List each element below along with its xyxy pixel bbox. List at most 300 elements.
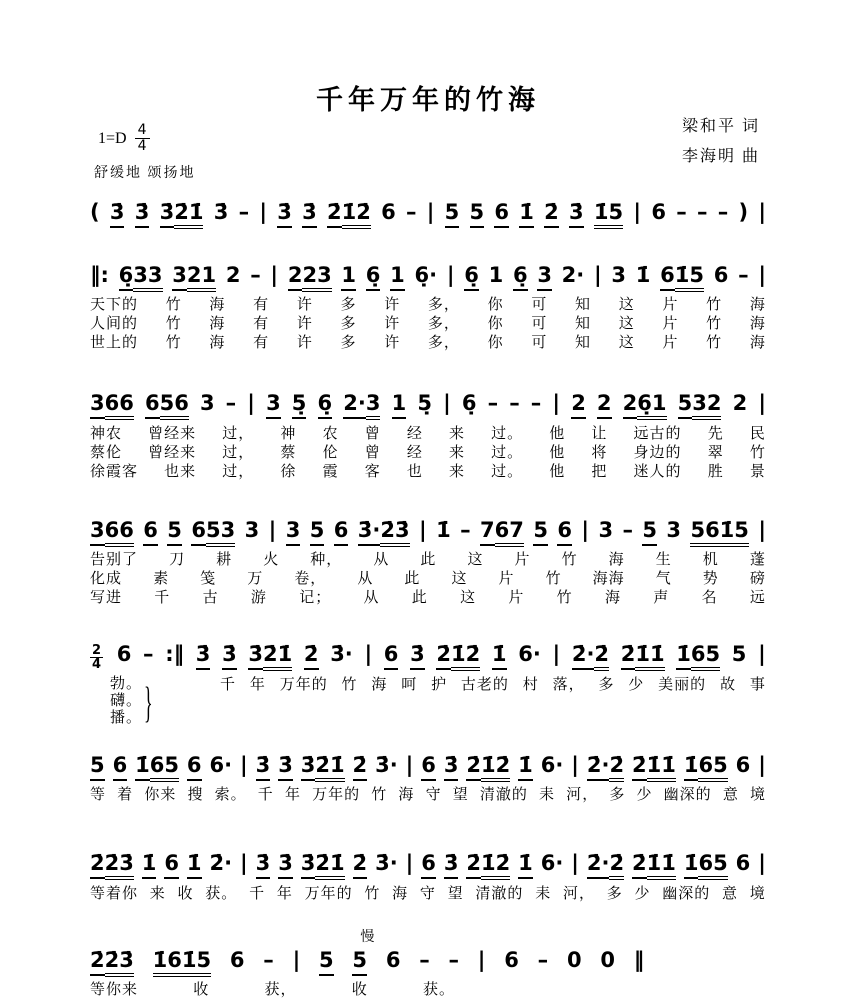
lyric-line bbox=[90, 589, 766, 608]
lyric-syllable: 有 bbox=[253, 297, 270, 314]
note-text: 6 bbox=[713, 262, 729, 287]
lyric-syllable: 把 bbox=[591, 463, 608, 480]
beamed-notes: 6 bbox=[145, 391, 160, 419]
lyric-syllable: 耕 bbox=[216, 552, 233, 569]
beamed-notes: 2̇ bbox=[304, 642, 319, 670]
note-text: | bbox=[552, 391, 561, 416]
lyric-syllable: 境 bbox=[749, 787, 766, 804]
note-group bbox=[489, 259, 504, 292]
note-group bbox=[597, 387, 612, 420]
note-group bbox=[470, 196, 485, 229]
key-signature bbox=[98, 123, 766, 154]
beamed-notes: 1̇ bbox=[518, 753, 533, 781]
beamed-notes: 5 bbox=[352, 948, 367, 976]
lyric-line bbox=[90, 981, 455, 1000]
time-signature-top: 4 bbox=[135, 123, 150, 139]
lyric-syllable: 海海 bbox=[592, 571, 625, 588]
lyric-syllable: 片 bbox=[508, 590, 525, 607]
beamed-notes: 5 bbox=[445, 200, 460, 228]
note-group bbox=[302, 196, 317, 229]
lyric-syllable: 海 bbox=[608, 552, 625, 569]
beamed-notes: 67 bbox=[495, 518, 524, 547]
beamed-notes: 1̇ bbox=[518, 851, 533, 879]
beamed-notes: 2 bbox=[571, 391, 586, 419]
lyric-syllable: 竹 bbox=[706, 297, 723, 314]
lyric-syllable: 神 bbox=[280, 425, 297, 442]
note-group bbox=[444, 847, 459, 880]
beamed-notes: 5 bbox=[642, 518, 657, 546]
lyric-syllable: 写进 bbox=[90, 590, 123, 607]
note-group bbox=[736, 749, 751, 782]
repeat-barline bbox=[165, 638, 184, 671]
beamed-notes: 2̇1̇ bbox=[174, 200, 203, 229]
barline bbox=[552, 638, 560, 671]
lyric-syllable: 农 bbox=[322, 425, 339, 442]
lyric-line bbox=[90, 444, 766, 463]
lyric-syllable: 卷， bbox=[294, 571, 327, 588]
beamed-notes: 3̇ bbox=[278, 851, 293, 879]
lyric-syllable: 少 bbox=[636, 787, 653, 804]
lyric-syllable: 迷人的 bbox=[633, 463, 682, 480]
lyric-syllable: 礴。 bbox=[110, 692, 143, 709]
notes-line bbox=[90, 259, 766, 292]
beamed-notes: 6 bbox=[113, 753, 128, 781]
music-system-6 bbox=[90, 749, 766, 806]
note-text: | bbox=[633, 200, 642, 224]
lyric-syllable: 故 bbox=[719, 676, 736, 693]
music-system-7 bbox=[90, 847, 766, 904]
lyricist: 梁和平 词 bbox=[681, 118, 760, 135]
lyric-syllable: 多 bbox=[598, 676, 615, 693]
barline bbox=[758, 638, 766, 671]
barline bbox=[247, 387, 255, 420]
note-group bbox=[436, 638, 480, 671]
note-text: | bbox=[477, 947, 486, 972]
lyric-syllable: 万年的 bbox=[304, 885, 353, 902]
note-group bbox=[417, 387, 432, 420]
note-group bbox=[623, 387, 667, 420]
lyric-syllable: 竹 bbox=[749, 444, 766, 461]
note-text: 6 bbox=[229, 947, 245, 972]
lyric-syllable: 曾 bbox=[364, 425, 381, 442]
beamed-notes: 65 bbox=[698, 851, 727, 880]
lyric-syllable: 幽深的 bbox=[663, 787, 712, 804]
beamed-notes: 6 bbox=[164, 851, 179, 879]
lyric-syllable: 搜 bbox=[187, 787, 204, 804]
lyric-syllable: 身边的 bbox=[633, 444, 682, 461]
beamed-notes: 3̇ bbox=[222, 642, 237, 670]
lyric-line bbox=[90, 315, 766, 334]
lyric-syllable: 笺 bbox=[200, 571, 217, 588]
note-group bbox=[226, 387, 237, 420]
beamed-notes: 2· bbox=[343, 391, 366, 419]
beamed-notes: 2̇· bbox=[587, 753, 610, 781]
note-group bbox=[248, 638, 292, 671]
beamed-notes: 1̇5 bbox=[675, 263, 704, 292]
note-group bbox=[113, 749, 128, 782]
beamed-notes: 1̇ bbox=[187, 851, 202, 879]
note-group bbox=[541, 847, 564, 880]
note-group bbox=[392, 387, 407, 420]
notes-line bbox=[90, 387, 766, 420]
lyric-syllable: 曾经来 bbox=[148, 425, 197, 442]
beamed-notes: 3 bbox=[537, 263, 552, 291]
lyric-syllable: 有 bbox=[253, 316, 270, 333]
lyric-syllable: 索。 bbox=[214, 787, 247, 804]
note-text: 6· bbox=[518, 642, 541, 667]
note-group bbox=[460, 514, 471, 547]
note-text: – bbox=[530, 391, 542, 416]
lyric-syllable: 万年的 bbox=[279, 676, 328, 693]
lyric-syllable: 海 bbox=[392, 885, 409, 902]
note-group bbox=[278, 749, 293, 782]
beamed-notes: 65 bbox=[698, 753, 727, 782]
barline bbox=[364, 638, 372, 671]
lyric-syllable: 耒 bbox=[539, 787, 556, 804]
note-text: 6· bbox=[540, 851, 564, 876]
lyric-syllable: 河， bbox=[562, 885, 595, 902]
beamed-notes: 1̇61̇5 bbox=[153, 948, 211, 977]
lyrics-block bbox=[90, 885, 766, 904]
beamed-notes: 2̇ bbox=[436, 642, 451, 670]
lyrics-main bbox=[220, 676, 766, 727]
note-group bbox=[263, 944, 274, 977]
lyric-syllable: 等你来 bbox=[90, 982, 139, 999]
lyric-syllable: 生 bbox=[655, 552, 672, 569]
beamed-notes: 5 bbox=[167, 518, 182, 546]
note-text: 2̇· bbox=[209, 851, 233, 876]
note-text: | bbox=[240, 851, 248, 876]
lyric-syllable: 过， bbox=[222, 463, 255, 480]
note-group bbox=[90, 847, 134, 880]
credits bbox=[682, 112, 760, 172]
note-text: 6· bbox=[209, 752, 233, 777]
lyric-syllable: 许 bbox=[296, 316, 313, 333]
beamed-notes: 3̇ bbox=[277, 200, 292, 228]
lyric-syllable: 神农 bbox=[90, 425, 123, 442]
beamed-notes: 1̇1̇ bbox=[635, 642, 664, 671]
barline bbox=[633, 196, 641, 229]
note-group bbox=[567, 944, 582, 977]
lyric-syllable: 经 bbox=[406, 444, 423, 461]
lyric-syllable: 人间的 bbox=[90, 316, 139, 333]
lyric-syllable: 竹 bbox=[165, 297, 182, 314]
beamed-notes: 3̇ bbox=[410, 642, 425, 670]
beamed-notes: 5 bbox=[533, 518, 548, 546]
lyric-syllable: 告别了 bbox=[90, 552, 139, 569]
note-group bbox=[572, 638, 609, 671]
beamed-notes: 1̇2̇ bbox=[481, 753, 510, 782]
lyrics-block bbox=[90, 676, 766, 727]
note-group bbox=[266, 387, 281, 420]
note-text: 3 bbox=[611, 262, 627, 287]
note-text: | bbox=[240, 752, 248, 777]
lyric-syllable: 守 bbox=[419, 885, 436, 902]
note-text: | bbox=[758, 517, 766, 542]
note-group bbox=[462, 387, 477, 420]
beamed-notes: 2̇ bbox=[327, 200, 342, 228]
note-group bbox=[353, 749, 368, 782]
lyric-syllable: 蓬 bbox=[749, 552, 766, 569]
lyric-syllable: 着 bbox=[117, 787, 134, 804]
lyric-syllable: 他 bbox=[549, 425, 566, 442]
barline bbox=[758, 514, 766, 547]
beamed-notes: 2̇ bbox=[353, 851, 368, 879]
lyric-syllable: 望 bbox=[447, 885, 464, 902]
lyric-syllable: 竹 bbox=[165, 316, 182, 333]
lyric-syllable: 曾经来 bbox=[148, 444, 197, 461]
note-group bbox=[358, 514, 410, 547]
lyric-syllable: 过， bbox=[222, 444, 255, 461]
note-group bbox=[286, 514, 301, 547]
note-group bbox=[256, 749, 271, 782]
beamed-notes: 6 bbox=[187, 753, 202, 781]
note-group bbox=[375, 847, 398, 880]
lyric-syllable: 过。 bbox=[491, 444, 524, 461]
beamed-notes: 6̣ bbox=[513, 263, 528, 291]
note-group bbox=[415, 259, 438, 292]
beamed-notes: 1̇2̇ bbox=[342, 200, 371, 229]
note-text: 3 bbox=[244, 517, 260, 542]
note-group bbox=[533, 514, 548, 547]
lyric-syllable: 蔡 bbox=[280, 444, 297, 461]
note-group bbox=[421, 749, 436, 782]
note-group bbox=[733, 387, 748, 420]
note-group bbox=[277, 196, 292, 229]
lyric-line bbox=[110, 710, 142, 727]
lyric-line bbox=[90, 786, 766, 805]
beamed-notes: 1 bbox=[392, 391, 407, 419]
lyric-syllable: 势 bbox=[702, 571, 719, 588]
lyric-syllable: 片 bbox=[662, 335, 679, 352]
lyric-syllable: 竹 bbox=[561, 552, 578, 569]
note-group bbox=[666, 514, 681, 547]
lyric-syllable: 事 bbox=[749, 676, 766, 693]
lyric-syllable: 年 bbox=[284, 787, 301, 804]
beamed-notes: 2 bbox=[597, 391, 612, 419]
note-group bbox=[571, 387, 586, 420]
lyric-syllable: 可 bbox=[531, 335, 548, 352]
lyric-syllable: 徐 bbox=[280, 463, 297, 480]
beamed-notes: 2̇1̇ bbox=[315, 753, 344, 782]
beamed-notes: 21 bbox=[187, 263, 216, 292]
note-group bbox=[676, 196, 687, 229]
note-group bbox=[187, 749, 202, 782]
lyric-syllable: 种， bbox=[310, 552, 343, 569]
beamed-notes: 6 bbox=[494, 200, 509, 228]
lyric-syllable: 曾 bbox=[364, 444, 381, 461]
beamed-notes: 6 bbox=[334, 518, 349, 546]
sheet-music-page bbox=[90, 60, 766, 1000]
note-text: | bbox=[581, 517, 590, 542]
note-text: 3̇ bbox=[213, 200, 229, 224]
note-group bbox=[386, 944, 401, 977]
lyric-syllable: 来 bbox=[448, 444, 465, 461]
note-group bbox=[492, 638, 507, 671]
barline bbox=[240, 847, 248, 880]
beamed-notes: 1̇2̇ bbox=[451, 642, 480, 671]
beamed-notes: 2̇ bbox=[609, 851, 624, 880]
lyric-syllable: 片 bbox=[514, 552, 531, 569]
note-group bbox=[167, 514, 182, 547]
note-group bbox=[562, 259, 585, 292]
note-group bbox=[214, 196, 229, 229]
beamed-notes: 3̇ bbox=[444, 851, 459, 879]
note-text: | bbox=[419, 517, 427, 542]
note-group bbox=[544, 196, 559, 229]
beamed-notes: 65 bbox=[150, 753, 179, 782]
beamed-notes: 3̇ bbox=[302, 200, 317, 228]
beamed-notes: 5 bbox=[470, 200, 485, 228]
beamed-notes: 66 bbox=[105, 518, 134, 547]
note-text: – bbox=[460, 517, 471, 542]
note-text: 6 bbox=[116, 642, 132, 667]
note-group bbox=[353, 847, 368, 880]
lyric-syllable: 经 bbox=[406, 425, 423, 442]
beamed-notes: 5 bbox=[310, 518, 325, 546]
beamed-notes: 6̣ bbox=[464, 263, 479, 291]
lyric-syllable: 这 bbox=[618, 316, 635, 333]
lyric-syllable: 从 bbox=[373, 552, 390, 569]
note-group bbox=[330, 638, 353, 671]
note-text: 2 bbox=[225, 262, 241, 287]
lyric-syllable: 客 bbox=[364, 463, 381, 480]
note-text: 6 bbox=[735, 752, 751, 777]
lyric-syllable: 古老的 bbox=[460, 676, 509, 693]
lyric-syllable: 海 bbox=[749, 316, 766, 333]
note-group bbox=[738, 196, 748, 229]
note-group bbox=[318, 387, 333, 420]
beamed-notes: 2̇ bbox=[466, 851, 481, 879]
beamed-notes: 3̇ bbox=[110, 200, 125, 228]
beamed-notes: 2̇· bbox=[572, 642, 595, 670]
note-text: 6̣ bbox=[461, 391, 477, 416]
note-group bbox=[488, 387, 499, 420]
note-group bbox=[587, 847, 624, 880]
barline bbox=[758, 196, 766, 229]
note-group bbox=[196, 638, 211, 671]
note-group bbox=[678, 387, 722, 420]
barline bbox=[758, 259, 766, 292]
lyric-syllable: 守 bbox=[425, 787, 442, 804]
lyrics-block bbox=[90, 551, 766, 608]
lyric-syllable: 多 bbox=[606, 885, 623, 902]
lyric-syllable: 海 bbox=[209, 316, 226, 333]
note-text: | bbox=[594, 262, 602, 287]
beamed-notes: 6 bbox=[421, 753, 436, 781]
lyric-syllable: 万 bbox=[247, 571, 264, 588]
lyric-syllable: 知 bbox=[575, 297, 592, 314]
note-text: – bbox=[487, 391, 499, 416]
lyric-syllable: 万年的 bbox=[312, 787, 361, 804]
note-group bbox=[375, 749, 398, 782]
lyric-syllable: 许 bbox=[384, 316, 401, 333]
notes-line bbox=[90, 638, 766, 671]
note-text: | bbox=[364, 642, 373, 667]
lyric-syllable: 获。 bbox=[205, 885, 238, 902]
lyric-syllable: 年 bbox=[276, 885, 293, 902]
lyric-syllable: 许 bbox=[384, 335, 401, 352]
note-text: 2 bbox=[732, 391, 748, 416]
lyric-syllable: 许 bbox=[296, 335, 313, 352]
lyric-syllable: 村 bbox=[522, 676, 539, 693]
note-text: | bbox=[571, 752, 579, 777]
barline bbox=[478, 944, 486, 977]
verse-brace: } bbox=[144, 677, 153, 726]
lyric-syllable: 先 bbox=[707, 425, 724, 442]
beamed-notes: 6 bbox=[143, 518, 158, 546]
beamed-notes: 1̇ bbox=[492, 642, 507, 670]
lyric-syllable: 素 bbox=[153, 571, 170, 588]
lyric-syllable: 气 bbox=[655, 571, 672, 588]
note-text: | bbox=[552, 642, 561, 667]
lyric-syllable: 你 bbox=[487, 316, 504, 333]
lyric-syllable: 勃。 bbox=[110, 675, 143, 692]
tempo-marking: 舒缓地 颂扬地 bbox=[94, 166, 196, 181]
lyric-syllable: 这 bbox=[451, 571, 468, 588]
beamed-notes: 1̇ bbox=[684, 851, 699, 879]
note-text: – bbox=[263, 947, 274, 972]
note-text: – bbox=[696, 200, 708, 224]
note-text: – bbox=[406, 200, 417, 224]
note-text: ‖ bbox=[633, 947, 645, 972]
note-group bbox=[690, 514, 748, 547]
repeat-barline bbox=[634, 944, 645, 977]
lyric-syllable: 过。 bbox=[491, 425, 524, 442]
note-group bbox=[436, 514, 451, 547]
notes-line bbox=[90, 847, 766, 880]
beamed-notes: 5 bbox=[319, 948, 334, 976]
note-text: | bbox=[268, 517, 277, 542]
note-group bbox=[684, 749, 728, 782]
barline bbox=[581, 514, 589, 547]
lyric-syllable: 知 bbox=[575, 335, 592, 352]
note-text: 0 bbox=[600, 947, 615, 972]
beamed-notes: 6̣1 bbox=[637, 391, 666, 420]
note-text: – bbox=[717, 200, 729, 224]
note-group bbox=[406, 196, 417, 229]
note-text: | bbox=[758, 200, 766, 224]
note-text: | bbox=[405, 851, 414, 876]
note-text: 3̇· bbox=[375, 752, 398, 777]
note-text: 3 bbox=[199, 391, 215, 416]
lyric-syllable: 景 bbox=[749, 463, 766, 480]
lyric-syllable: 这 bbox=[618, 335, 635, 352]
lyric-syllable: 磅 bbox=[749, 571, 766, 588]
beamed-notes: 2̇ bbox=[632, 753, 647, 781]
barline bbox=[419, 514, 427, 547]
lyric-line bbox=[90, 425, 766, 444]
lyric-syllable: 过， bbox=[222, 425, 255, 442]
lyric-syllable: 境 bbox=[749, 885, 766, 902]
beamed-notes: 1̇ bbox=[684, 753, 699, 781]
note-group bbox=[153, 944, 211, 977]
lyric-syllable: 片 bbox=[662, 316, 679, 333]
beamed-notes: 3 bbox=[366, 391, 381, 420]
beamed-notes: 6 bbox=[421, 851, 436, 879]
beamed-notes: 2̇1̇ bbox=[263, 642, 292, 671]
lyric-syllable: 多 bbox=[340, 297, 357, 314]
note-group bbox=[632, 749, 676, 782]
note-text: ‖: bbox=[90, 262, 109, 287]
note-group bbox=[143, 638, 154, 671]
note-group bbox=[632, 847, 676, 880]
lyric-syllable: 海 bbox=[749, 297, 766, 314]
notes-line bbox=[90, 196, 766, 229]
note-text: – bbox=[537, 947, 549, 972]
note-group bbox=[145, 387, 189, 420]
beamed-notes: 6 bbox=[191, 518, 206, 546]
